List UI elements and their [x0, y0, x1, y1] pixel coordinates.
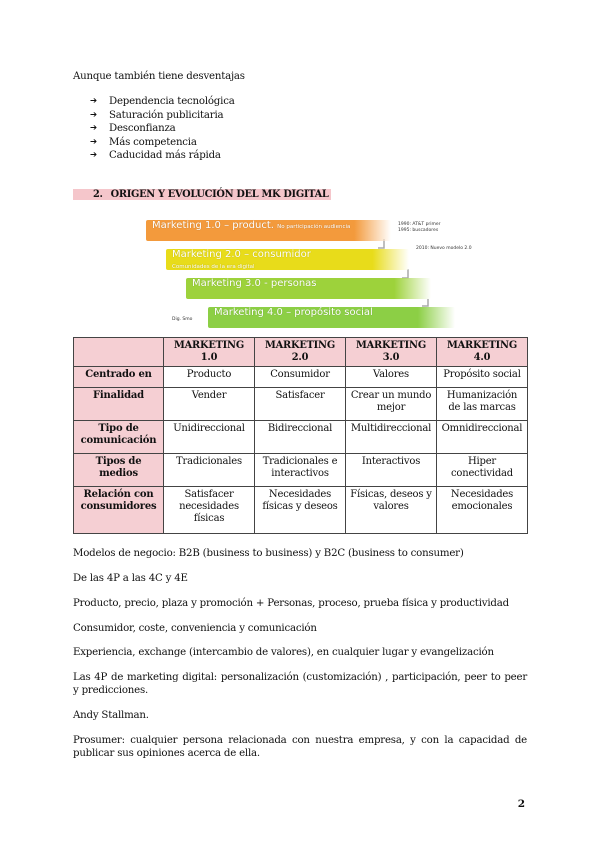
- bar-marketing-2: Marketing 2.0 – consumidor Comunidades de la era digital: [166, 249, 409, 270]
- list-item: ➔ Más competencia: [90, 136, 197, 148]
- table-cell: Hiper conectividad: [437, 454, 528, 487]
- table-row: [74, 454, 528, 487]
- table-header: MARKETING 3.0: [346, 338, 437, 367]
- table-corner: [74, 338, 164, 367]
- table-cell: Propósito social: [437, 367, 528, 388]
- marketing-comparison-table: [73, 337, 528, 534]
- table-header: MARKETING 1.0: [164, 338, 255, 367]
- table-cell: Físicas, deseos y valores: [346, 487, 437, 534]
- list-item: ➔ Saturación publicitaria: [90, 109, 224, 121]
- paragraph: Modelos de negocio: B2B (business to business) y B2C (business to consumer): [73, 548, 464, 559]
- list-item: ➔ Desconfianza: [90, 123, 176, 134]
- bar-marketing-3: Marketing 3.0 - personas: [186, 278, 431, 299]
- table-header: MARKETING 2.0: [255, 338, 346, 367]
- arrow-icon: ➔: [90, 96, 97, 106]
- table-cell: Crear un mundo mejor: [346, 388, 437, 421]
- table-cell: Necesidades físicas y deseos: [255, 487, 346, 534]
- paragraph: Las 4P de marketing digital: personalización (customización) , participación, peer to peer y predicciones.: [73, 672, 527, 696]
- table-cell: Consumidor: [255, 367, 346, 388]
- table-header: MARKETING 4.0: [437, 338, 528, 367]
- table-row: [74, 421, 528, 454]
- table-cell: Humanización de las marcas: [437, 388, 528, 421]
- table-cell: Interactivos: [346, 454, 437, 487]
- row-label: Tipos de medios: [74, 454, 164, 487]
- bar-marketing-1: Marketing 1.0 – product. No participación audiencia: [146, 220, 391, 241]
- list-item: ➔ Dependencia tecnológica: [90, 96, 235, 107]
- table-cell: Omnidireccional: [437, 421, 528, 454]
- marketing-evolution-graphic: [146, 218, 491, 330]
- row-label: Relación con consumidores: [74, 487, 164, 534]
- paragraph: Andy Stallman.: [73, 710, 149, 721]
- table-row: [74, 388, 528, 421]
- page-number: 2: [517, 798, 525, 810]
- side-note: 2010: Nuevo modelo 2.0: [416, 246, 472, 251]
- table-cell: Satisfacer: [255, 388, 346, 421]
- table-cell: Multidireccional: [346, 421, 437, 454]
- bar-marketing-4: Marketing 4.0 – propósito social: [208, 307, 455, 328]
- arrow-icon: ➔: [90, 109, 97, 120]
- table-cell: Valores: [346, 367, 437, 388]
- paragraph: De las 4P a las 4C y 4E: [73, 573, 188, 584]
- arrow-icon: ➔: [90, 123, 97, 133]
- side-note: 1990: AT&T primer 1995: buscadores: [398, 222, 441, 233]
- row-label: Finalidad: [74, 388, 164, 421]
- intro-text: Aunque también tiene desventajas: [73, 71, 245, 82]
- table-cell: Producto: [164, 367, 255, 388]
- paragraph: Consumidor, coste, conveniencia y comunicación: [73, 623, 317, 634]
- table-cell: Bidireccional: [255, 421, 346, 454]
- table-header-row: [74, 338, 528, 367]
- disadvantages-list: [90, 95, 235, 163]
- arrow-icon: ➔: [90, 136, 97, 147]
- table-cell: Unidireccional: [164, 421, 255, 454]
- paragraph: Producto, precio, plaza y promoción + Personas, proceso, prueba física y productividad: [73, 598, 509, 609]
- paragraph: Experiencia, exchange (intercambio de valores), en cualquier lugar y evangelización: [73, 647, 494, 658]
- row-label: Tipo de comunicación: [74, 421, 164, 454]
- table-cell: Satisfacer necesidades físicas: [164, 487, 255, 534]
- table-row: [74, 487, 528, 534]
- table-row: [74, 367, 528, 388]
- row-label: Centrado en: [74, 367, 164, 388]
- paragraph: Prosumer: cualquier persona relacionada con nuestra empresa, y con la capacidad de publicar sus opiniones acerca de ella.: [73, 735, 527, 759]
- section-heading: 2. ORIGEN Y EVOLUCIÓN DEL MK DIGITAL: [73, 189, 331, 200]
- list-item: ➔ Caducidad más rápida: [90, 150, 221, 161]
- table-cell: Tradicionales: [164, 454, 255, 487]
- table-cell: Vender: [164, 388, 255, 421]
- table-cell: Necesidades emocionales: [437, 487, 528, 534]
- arrow-icon: ➔: [90, 150, 97, 160]
- table-cell: Tradicionales e interactivos: [255, 454, 346, 487]
- side-note: Dig. Smo: [172, 317, 193, 322]
